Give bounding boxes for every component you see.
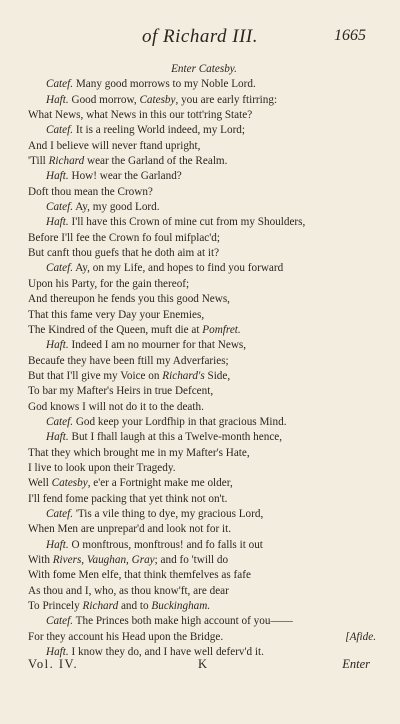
italic-name: Rivers, Vaughan, Gray (52, 554, 155, 566)
italic-name: Buckingham. (151, 600, 211, 613)
line-text: , e'er a Fortnight make me older, (87, 477, 233, 490)
text-line (28, 492, 380, 507)
speaker-name: Catef. (46, 615, 74, 628)
text-line (28, 77, 380, 92)
line-text: 'Till (28, 155, 49, 168)
signature-mark: K (198, 657, 208, 671)
line-text: Side, (204, 369, 231, 382)
line-text: With fome Men elfe, that think themfelves as fafe (28, 569, 251, 582)
line-text: The Kindred of the Queen, muft die at (28, 323, 203, 336)
line-text: And I believe will never ftand upright, (28, 139, 201, 152)
line-text: Good morrow, (68, 93, 140, 106)
text-line (28, 277, 380, 292)
speaker-name: Catef. (46, 262, 74, 275)
speaker-name: Haft. (46, 216, 69, 229)
italic-name: Catesby (139, 93, 176, 106)
italic-name: Richard (48, 155, 85, 168)
speaker-name: Catef. (46, 507, 74, 520)
line-text: That this fame very Day your Enemies, (28, 308, 205, 321)
text-line (28, 354, 380, 369)
aside-direction: [Afide. (345, 630, 376, 643)
line-text: 'Tis a vile thing to dye, my gracious Lord, (73, 507, 264, 520)
text-line (28, 292, 380, 307)
text-line (28, 231, 380, 246)
speaker-name: Catef. (46, 201, 74, 214)
text-line (28, 123, 380, 138)
italic-name: Richard (82, 600, 119, 613)
line-text: How! wear the Garland? (68, 170, 182, 183)
speaker-name: Haft. (46, 646, 69, 659)
line-text: For they account his Head upon the Bridge. (28, 630, 224, 643)
speaker-name: Catef. (46, 78, 74, 91)
line-text: , you are early ftirring: (175, 93, 278, 106)
page-number: 1665 (334, 27, 366, 44)
text-line (28, 476, 380, 491)
speaker-name: Catef. (46, 124, 74, 137)
text-line (28, 261, 380, 276)
text-line (28, 599, 380, 614)
page-footer (28, 657, 380, 677)
text-line (28, 200, 380, 215)
play-text (28, 62, 380, 660)
text-line (28, 185, 380, 200)
line-text: To Princely (28, 600, 83, 613)
line-text: Indeed I am no mourner for that News, (68, 339, 247, 352)
text-line (28, 215, 380, 230)
text-line (28, 369, 380, 384)
line-text: Before I'll fee the Crown fo foul mifplac'd; (28, 231, 220, 244)
text-line (28, 584, 380, 599)
line-text: I know they do, and I have well deferv'd it. (68, 646, 264, 659)
text-line (28, 93, 380, 108)
line-text: Ay, on my Life, and hopes to find you forward (73, 262, 284, 275)
text-line (28, 139, 380, 154)
line-text: When Men are unprepar'd and look not for it. (28, 523, 232, 536)
line-text: Many good morrows to my Noble Lord. (73, 78, 256, 91)
line-text: But canft thou guefs that he doth aim at it? (28, 247, 220, 260)
line-text: Doft thou mean the Crown? (28, 185, 153, 198)
text-line (28, 461, 380, 476)
text-line (28, 323, 380, 338)
line-text: But I fhall laugh at this a Twelve-month hence, (68, 431, 283, 444)
text-line (28, 614, 380, 629)
text-line (28, 308, 380, 323)
line-text: But that I'll give my Voice on (28, 369, 163, 382)
text-line (28, 338, 380, 353)
text-line (28, 415, 380, 430)
line-text: I live to look upon their Tragedy. (28, 461, 176, 474)
speaker-name: Haft. (46, 431, 69, 444)
line-text: ; and fo 'twill do (154, 554, 229, 566)
text-line (28, 400, 380, 415)
line-text: Well (28, 477, 52, 490)
speaker-name: Haft. (46, 170, 69, 183)
text-line (28, 446, 380, 461)
stage-direction-entrance: Enter Catesby. (171, 63, 237, 75)
italic-name: Catesby (51, 477, 88, 490)
line-text: The Princes both make high account of you—— (73, 615, 293, 628)
text-line (28, 154, 380, 169)
text-line (28, 568, 380, 583)
line-text: God knows I will not do it to the death. (28, 400, 204, 413)
text-line (28, 384, 380, 399)
line-text: Ay, my good Lord. (73, 201, 160, 214)
line-text: O monftrous, monftrous! and fo falls it out (68, 538, 263, 551)
line-text: What News, what News in this our tott'ring State? (28, 109, 253, 122)
running-title: of Richard III. (141, 26, 259, 47)
text-line (28, 553, 380, 568)
text-line (28, 246, 380, 261)
line-text: As thou and I, who, as thou know'ft, are dear (28, 584, 229, 597)
speaker-name: Catef. (46, 415, 74, 428)
line-text: That they which brought me in my Mafter's Hate, (28, 446, 250, 459)
text-line (28, 538, 380, 553)
line-text: God keep your Lordfhip in that gracious Mind. (73, 415, 287, 428)
text-line (28, 522, 380, 537)
line-text: Upon his Party, for the gain thereof; (28, 277, 190, 290)
page-header (0, 26, 400, 52)
text-line (28, 630, 380, 645)
italic-name: Richard's (162, 369, 205, 382)
line-text: wear the Garland of the Realm. (84, 155, 228, 168)
speaker-name: Haft. (46, 93, 69, 106)
speaker-name: Haft. (46, 538, 69, 551)
volume-number: Vol. IV. (28, 657, 79, 671)
line-text: And thereupon he fends you this good News, (28, 293, 230, 306)
line-text: I'll have this Crown of mine cut from my Shoulders, (68, 216, 306, 229)
line-text: and to (118, 600, 152, 613)
text-line (28, 169, 380, 184)
text-line (28, 507, 380, 522)
line-text: I'll fend fome packing that yet think not on't. (28, 492, 228, 505)
line-text: To bar my Mafter's Heirs in true Defcent, (28, 385, 214, 398)
text-line (28, 108, 380, 123)
catchword: Enter (342, 657, 370, 671)
speaker-name: Haft. (46, 339, 69, 352)
line-text: Becaufe they have been ftill my Adverfaries; (28, 354, 229, 367)
dialogue-lines (28, 77, 380, 660)
line-text: It is a reeling World indeed, my Lord; (73, 124, 245, 137)
italic-name: Pomfret. (202, 323, 241, 336)
text-line (28, 430, 380, 445)
line-text: With (28, 554, 53, 566)
